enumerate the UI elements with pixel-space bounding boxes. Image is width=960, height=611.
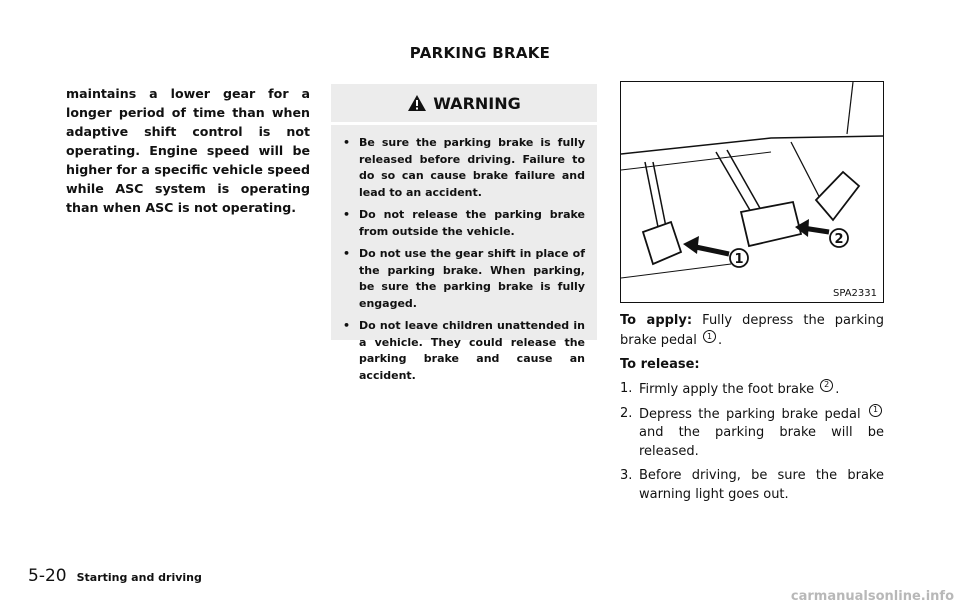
chapter-name: Starting and driving (76, 571, 202, 584)
release-label: To release: (620, 356, 700, 372)
watermark: carmanualsonline.info (790, 589, 954, 604)
page-footer (28, 566, 202, 586)
warning-list (343, 135, 585, 384)
ref-circle: 1 (869, 404, 882, 417)
figure-code: SPA2331 (832, 288, 877, 299)
release-step: 3. Before driving, be sure the brake warning light goes out. (620, 468, 884, 503)
pedal-drawing (621, 82, 883, 302)
callout-2-label: 2 (834, 232, 844, 247)
release-steps (620, 379, 884, 505)
warning-item: • Do not release the parking brake from outside the vehicle. (343, 208, 585, 238)
warning-item: • Do not use the gear shift in place of the parking brake. When parking, be sure the parking brake is fully engaged. (343, 247, 585, 310)
release-step: 1. Firmly apply the foot brake 2 . (620, 380, 840, 397)
ref-circle: 1 (703, 330, 716, 343)
section-title: PARKING BRAKE (409, 44, 551, 62)
parking-brake-illustration (620, 81, 884, 303)
page-number: 5-20 (28, 566, 67, 586)
warning-header (331, 84, 597, 125)
instructions-column (620, 311, 884, 509)
warning-item: • Do not leave children unattended in a vehicle. They could release the parking brake and cause an accident. (343, 319, 585, 382)
warning-title: WARNING (433, 93, 521, 113)
warning-box (331, 84, 597, 382)
warning-triangle-icon (407, 94, 427, 112)
apply-label: To apply: (620, 313, 693, 328)
apply-paragraph: To apply: Fully depress the parking brake pedal 1 . (620, 313, 884, 348)
warning-item: • Be sure the parking brake is fully released before driving. Failure to do so can cause brake failure and lead to an accident. (343, 136, 585, 199)
callout-1-label: 1 (734, 252, 744, 267)
release-step: 2. Depress the parking brake pedal 1 and the parking brake will be released. (620, 405, 884, 460)
continued-paragraph: maintains a lower gear for a longer period of time than when adaptive shift control is not operating. Engine speed will be higher for a specific vehicle speed while ASC system is operating than when ASC is not operating. (66, 86, 310, 215)
ref-circle: 2 (820, 379, 833, 392)
